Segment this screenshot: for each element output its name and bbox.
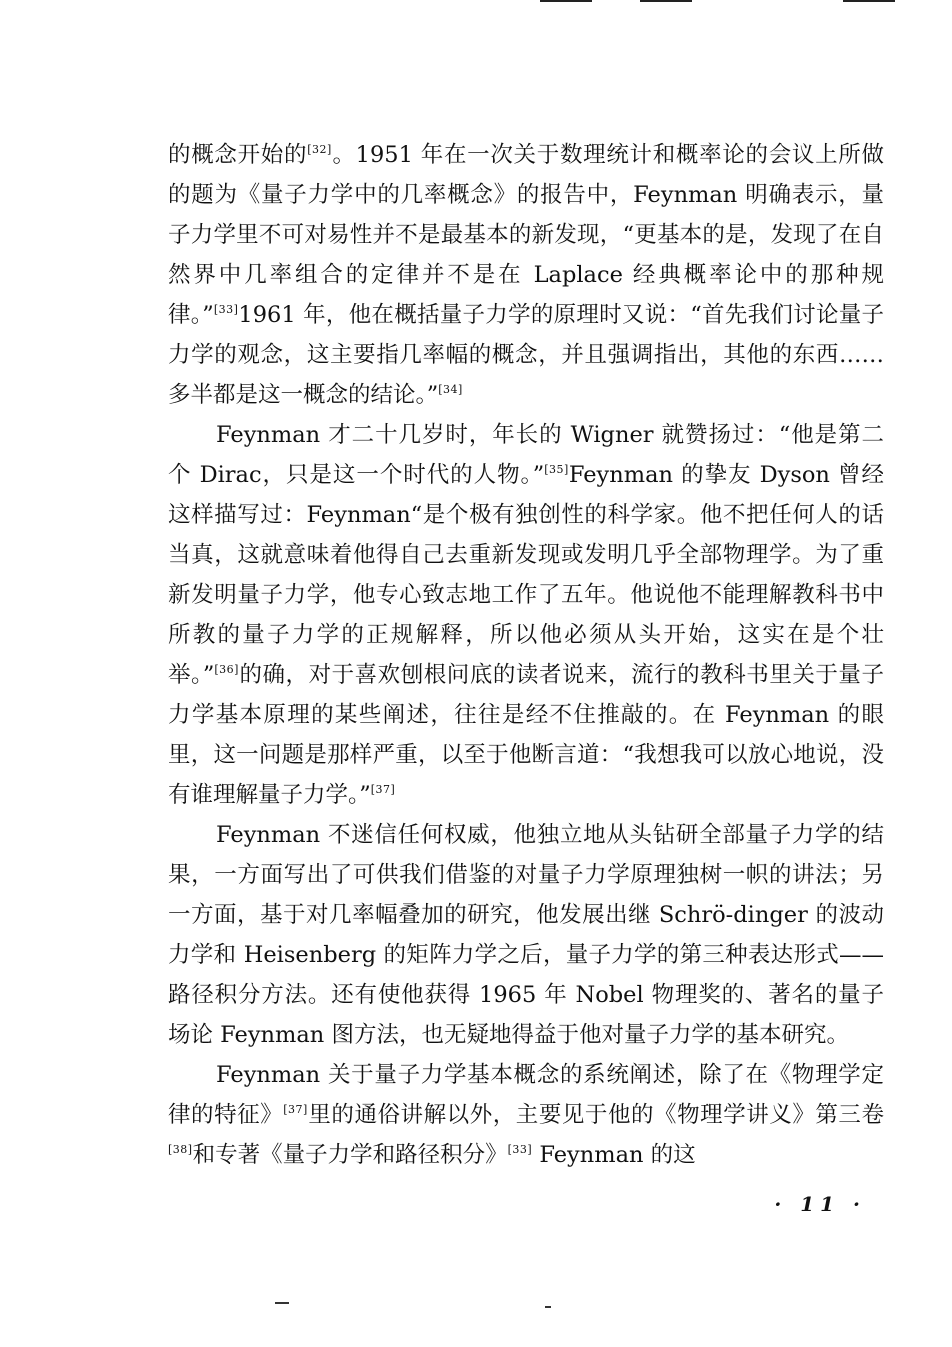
citation-ref: [33]: [213, 303, 239, 316]
text-run: Feynman 不迷信任何权威，他独立地从头钻研全部量子力学的结果，一方面写出了可供我们借鉴的对量子力学原理独树一帜的讲法；另一方面，基于对几率幅叠加的研究，他发展出继 Schrö-dinger 的波动力学和 Heisenberg 的矩阵力学之后，量子力学的第三种表达形式——路径积分方法。还有使他获得 1965 年 Nobel 物理奖的、著名的量子场论 Feynman 图方法，也无疑地得益于他对量子力学的基本研究。: [168, 822, 884, 1048]
top-rule-2: [640, 0, 692, 2]
text-run: Feynman 的这: [532, 1142, 696, 1168]
text-run: 1961 年，他在概括量子力学的原理时又说：“首先我们讨论量子力学的观念，这主要指几率幅的概念，并且强调指出，其他的东西……多半都是这一概念的结论。”: [168, 302, 884, 408]
citation-ref: [35]: [544, 463, 569, 476]
citation-ref: [32]: [307, 143, 332, 156]
scan-mark: [545, 1306, 551, 1308]
paragraph: [168, 415, 884, 815]
text-run: Feynman 的挚友 Dyson 曾经这样描写过：Feynman“是个极有独创性的科学家。他不把任何人的话当真，这就意味着他得自己去重新发现或发明几乎全部物理学。为了重新发明量子力学，他专心致志地工作了五年。他说他不能理解教科书中所教的量子力学的正规解释，所以他必须从头开始，这实在是个壮举。”: [168, 462, 884, 688]
text-run: Feynman 才二十几岁时，年长的 Wigner 就赞扬过：“他是第二个 Dirac，只是这一个时代的人物。”: [168, 422, 884, 488]
text-run: Feynman 关于量子力学基本概念的系统阐述，除了在《物理学定律的特征》: [168, 1062, 884, 1128]
text-run: 的确，对于喜欢刨根问底的读者说来，流行的教科书里关于量子力学基本原理的某些阐述，往往是经不住推敲的。在 Feynman 的眼里，这一问题是那样严重，以至于他断言道：“我想我可以放心地说，没有谁理解量子力学。”: [168, 662, 884, 808]
top-rule-3: [843, 0, 895, 2]
citation-ref: [37]: [283, 1103, 308, 1116]
text-run: 和专著《量子力学和路径积分》: [192, 1142, 508, 1168]
paragraph: [168, 815, 884, 1055]
top-rule-1: [540, 0, 592, 2]
citation-ref: [38]: [168, 1143, 193, 1156]
paragraph: [168, 1055, 884, 1175]
page-number: · 11 ·: [774, 1192, 866, 1216]
citation-ref: [34]: [438, 383, 463, 396]
body-text: [168, 135, 884, 1175]
scan-mark: [275, 1302, 289, 1304]
paragraph: [168, 135, 884, 415]
citation-ref: [37]: [370, 783, 396, 796]
text-run: 的概念开始的: [168, 142, 308, 168]
citation-ref: [36]: [214, 663, 239, 676]
citation-ref: [33]: [507, 1143, 533, 1156]
text-run: 里的通俗讲解以外，主要见于他的《物理学讲义》第三卷: [307, 1102, 884, 1128]
text-run: 。1951 年在一次关于数理统计和概率论的会议上所做的题为《量子力学中的几率概念》的报告中，Feynman 明确表示，量子力学里不可对易性并不是最基本的新发现，“更基本的是，发现了在自然界中几率组合的定律并不是在 Laplace 经典概率论中的那种规律。”: [168, 142, 884, 328]
